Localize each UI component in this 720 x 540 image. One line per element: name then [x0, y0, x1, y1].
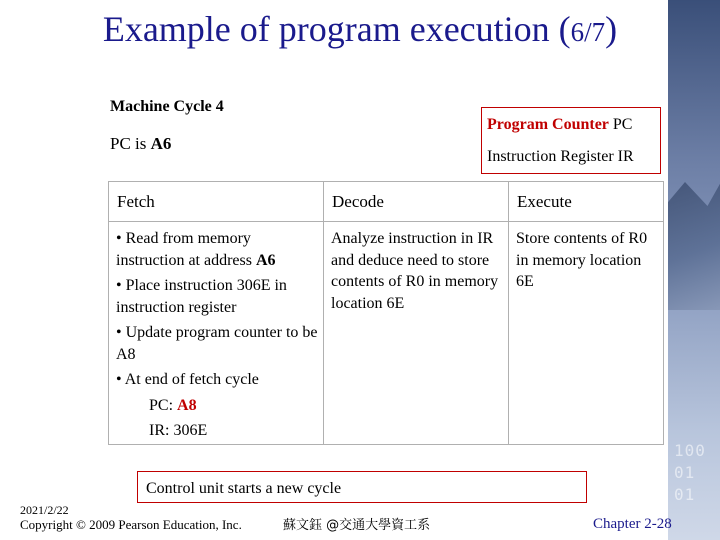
fetch-step-read-address: A6	[255, 251, 276, 269]
footer-date: 2021/2/22	[20, 503, 69, 517]
footer-copyright: Copyright © 2009 Pearson Education, Inc.	[20, 517, 242, 532]
fetch-cell	[108, 221, 324, 445]
program-counter-legend	[487, 116, 632, 134]
slide-number: Chapter 2-28	[593, 516, 672, 532]
pc-status-prefix: PC is	[110, 134, 151, 153]
cycle-table	[108, 181, 664, 445]
execute-text: Store contents of R0 in memory location 6E	[516, 230, 648, 290]
new-cycle-note: Control unit starts a new cycle	[137, 471, 587, 503]
fetch-header: Fetch	[108, 181, 324, 222]
pc-status	[110, 134, 171, 154]
fetch-step-read	[116, 228, 323, 271]
decode-text: Analyze instruction in IR and deduce need to store contents of R0 in memory location 6E	[331, 230, 499, 312]
fetch-step-place: • Place instruction 306E in instruction register	[116, 277, 287, 316]
fetch-step-update: • Update program counter to be A8	[116, 324, 318, 363]
decode-cell	[323, 221, 509, 445]
fetch-pc-result	[116, 395, 323, 417]
fetch-pc-value: A8	[177, 396, 197, 414]
program-counter-name: Program Counter	[487, 116, 609, 133]
background-strip	[668, 0, 720, 540]
fetch-ir-result: IR: 306E	[149, 422, 208, 439]
register-legend-box	[481, 107, 661, 174]
decode-header: Decode	[323, 181, 509, 222]
title-main: Example of program execution (	[102, 9, 571, 49]
machine-cycle-label: Machine Cycle 4	[110, 98, 224, 115]
instruction-register-name: Instruction Register	[487, 148, 614, 165]
fetch-step-end: • At end of fetch cycle	[116, 371, 259, 388]
background-landscape	[668, 150, 720, 310]
execute-header: Execute	[508, 181, 664, 222]
instruction-register-legend	[487, 148, 634, 166]
title-close: )	[605, 9, 618, 49]
background-binary-digits: 100 01 01	[674, 441, 706, 504]
program-counter-abbr: PC	[612, 116, 633, 133]
slide-title	[0, 8, 720, 50]
footer-author: 蘇文鈺 @交通大學資工系	[283, 518, 431, 533]
title-fraction: 6/7	[570, 17, 606, 47]
instruction-register-abbr: IR	[617, 148, 634, 165]
execute-cell	[508, 221, 664, 445]
fetch-pc-label: PC:	[149, 396, 178, 414]
pc-status-value: A6	[150, 134, 172, 153]
fetch-step-read-text: • Read from memory instruction at address	[116, 230, 256, 269]
